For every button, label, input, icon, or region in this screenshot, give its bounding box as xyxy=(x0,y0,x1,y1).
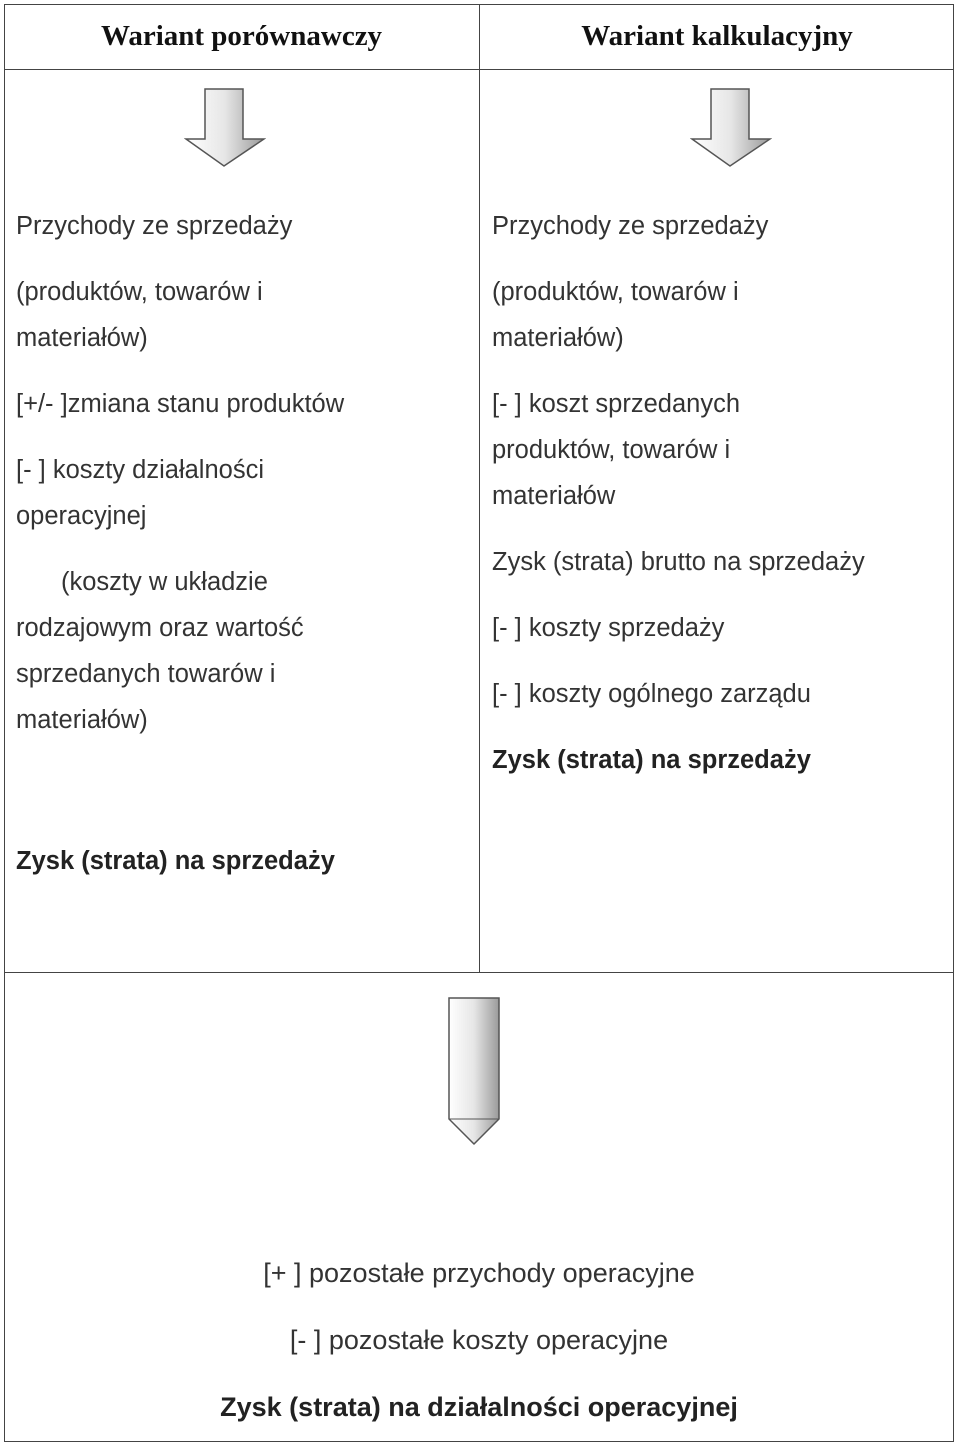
left-result-line: Zysk (strata) na sprzedaży xyxy=(16,847,335,875)
revenue-detail-line: materiałów) xyxy=(492,324,624,352)
costs-note-line: materiałów) xyxy=(16,706,148,734)
header-divider xyxy=(4,69,954,70)
operating-result-line: Zysk (strata) na działalności operacyjnej xyxy=(220,1392,738,1422)
comparative-variant-column xyxy=(16,203,476,743)
header-comparative-variant: Wariant porównawczy xyxy=(100,20,383,52)
costs-note-line: sprzedanych towarów i xyxy=(16,660,276,688)
cost-of-sales-line: [- ] koszt sprzedanych xyxy=(492,390,741,418)
right-result-line: Zysk (strata) na sprzedaży xyxy=(492,746,811,774)
admin-costs-line: [- ] koszty ogólnego zarządu xyxy=(492,680,811,708)
operating-costs-line: operacyjnej xyxy=(16,502,147,530)
column-divider xyxy=(479,4,480,973)
inventory-change-line: [+/- ]zmiana stanu produktów xyxy=(16,390,345,418)
section-divider xyxy=(4,972,954,973)
costs-note-line: rodzajowym oraz wartość xyxy=(16,614,304,642)
revenue-detail-line: materiałów) xyxy=(16,324,148,352)
revenue-detail-line: (produktów, towarów i xyxy=(492,278,739,306)
cost-of-sales-line: produktów, towarów i xyxy=(492,436,731,464)
operating-costs-line: [- ] koszty działalności xyxy=(16,456,265,484)
arrow-down-icon xyxy=(446,997,502,1147)
header-calculation-variant: Wariant kalkulacyjny xyxy=(581,20,853,52)
costs-note-line: (koszty w układzie xyxy=(61,568,268,596)
selling-costs-line: [- ] koszty sprzedaży xyxy=(492,614,725,642)
arrow-down-icon xyxy=(184,88,266,168)
cost-of-sales-line: materiałów xyxy=(492,482,616,510)
calculation-variant-column xyxy=(492,203,952,783)
arrow-down-icon xyxy=(690,88,772,168)
other-revenue-line: [+ ] pozostałe przychody operacyjne xyxy=(263,1258,695,1288)
other-costs-line: [- ] pozostałe koszty operacyjne xyxy=(289,1325,669,1355)
gross-profit-line: Zysk (strata) brutto na sprzedaży xyxy=(492,548,865,576)
revenue-line: Przychody ze sprzedaży xyxy=(492,212,769,240)
revenue-detail-line: (produktów, towarów i xyxy=(16,278,263,306)
bottom-section xyxy=(4,1240,954,1441)
revenue-line: Przychody ze sprzedaży xyxy=(16,212,293,240)
